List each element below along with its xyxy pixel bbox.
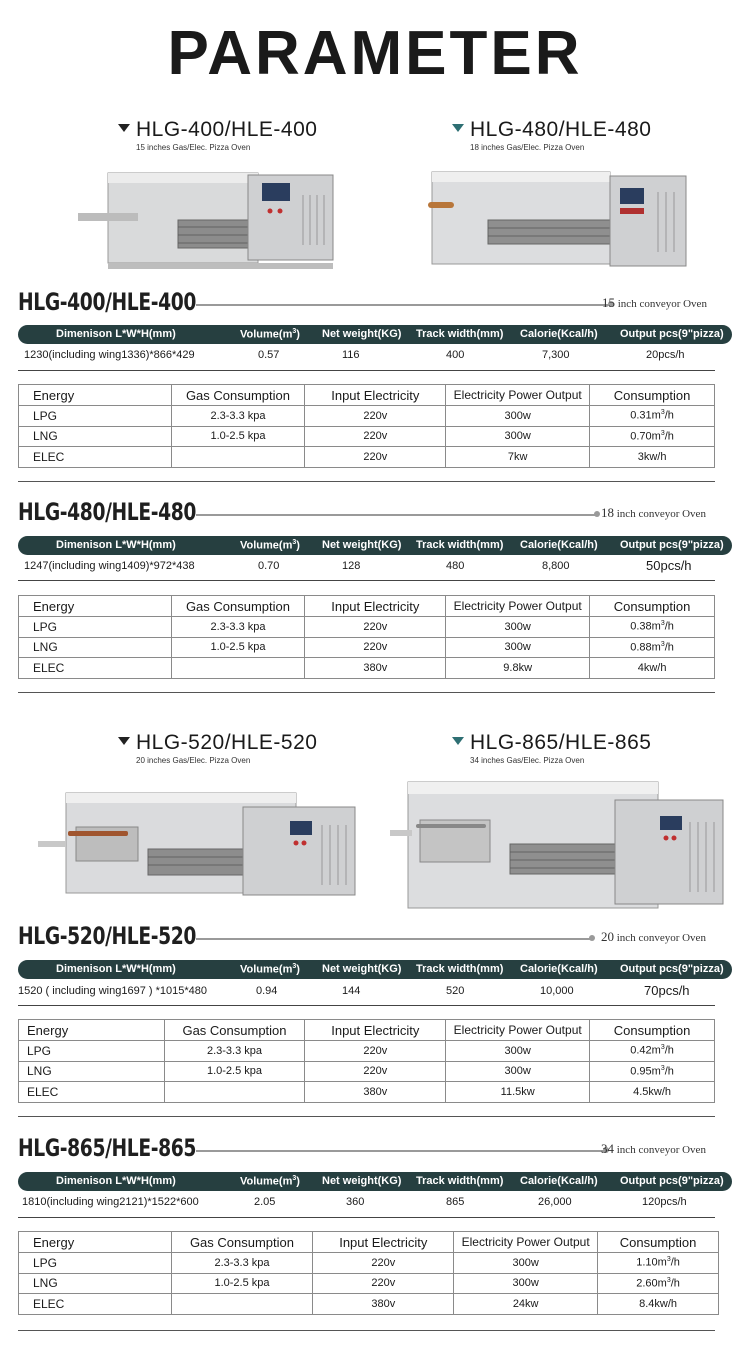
rule	[18, 692, 715, 693]
energy-header: Gas Consumption	[171, 596, 305, 617]
energy-header: Consumption	[598, 1232, 719, 1253]
divider-line	[196, 938, 593, 940]
energy-header: Energy	[19, 1020, 165, 1041]
spec-value: 480	[446, 560, 465, 572]
energy-header-row	[19, 596, 715, 617]
spec-header: Net weight(KG)	[322, 539, 402, 551]
spec-header: Dimenison L*W*H(mm)	[56, 963, 176, 975]
energy-row: ELEC 220v 7kw 3kw/h	[19, 447, 715, 468]
rule	[18, 1005, 715, 1006]
product-subcaption: 20 inches Gas/Elec. Pizza Oven	[136, 756, 251, 765]
conveyor-label: 15 inch conveyor Oven	[602, 295, 707, 310]
triangle-marker-icon	[452, 124, 464, 132]
spec-header: Net weight(KG)	[322, 963, 402, 975]
page-title: PARAMETER	[167, 19, 583, 88]
energy-row: LNG 1.0-2.5 kpa 220v 300w $0.95m^3/h$	[19, 1061, 715, 1082]
energy-table-520	[18, 1019, 715, 1103]
spec-header: Net weight(KG)	[322, 328, 402, 340]
spec-values-row	[18, 557, 732, 577]
spec-value: 520	[446, 985, 465, 997]
spec-header: $Volume(m^3)$	[240, 1175, 300, 1188]
spec-header: Output pcs(9"pizza)	[620, 328, 724, 340]
spec-header: Dimenison L*W*H(mm)	[56, 539, 176, 551]
energy-header: Input Electricity	[305, 596, 446, 617]
spec-header-bar	[18, 960, 732, 979]
product-name: HLG-480/HLE-480	[470, 118, 652, 141]
spec-value: 26,000	[538, 1196, 572, 1208]
product-subcaption: 18 inches Gas/Elec. Pizza Oven	[470, 143, 585, 152]
spec-header: Net weight(KG)	[322, 1175, 402, 1187]
spec-header: Calorie(Kcal/h)	[520, 328, 598, 340]
rule	[18, 1116, 715, 1117]
oven-image-480	[428, 162, 690, 274]
spec-value: 7,300	[542, 349, 570, 361]
oven-image-865	[390, 772, 728, 914]
rule	[18, 481, 715, 482]
conveyor-label: 34 inch conveyor Oven	[601, 1141, 706, 1156]
spec-value: 1230(including wing1336)*866*429	[24, 349, 195, 361]
spec-value: 1247(including wing1409)*972*438	[24, 560, 195, 572]
energy-header-row	[19, 1232, 719, 1253]
energy-header: Energy	[19, 385, 172, 406]
spec-header: Output pcs(9"pizza)	[620, 539, 724, 551]
rule	[18, 1330, 715, 1331]
energy-header: Gas Consumption	[164, 1020, 305, 1041]
triangle-marker-icon	[118, 124, 130, 132]
spec-values-row	[18, 346, 732, 366]
spec-value: 0.57	[258, 349, 280, 361]
spec-value: 120pcs/h	[642, 1196, 687, 1208]
divider-line	[196, 304, 611, 306]
energy-header-row	[19, 385, 715, 406]
energy-header: Electricity Power Output	[446, 596, 590, 617]
section-title: HLG-865/HLE-865	[18, 1134, 197, 1162]
product-caption-520	[118, 731, 317, 765]
energy-table-480	[18, 595, 715, 679]
rule	[18, 370, 715, 371]
spec-header: Calorie(Kcal/h)	[520, 539, 598, 551]
spec-value: 0.94	[256, 985, 278, 997]
energy-header: Electricity Power Output	[454, 1232, 598, 1253]
energy-row: ELEC 380v 11.5kw 4.5kw/h	[19, 1082, 715, 1103]
spec-value: 360	[346, 1196, 365, 1208]
product-subcaption: 34 inches Gas/Elec. Pizza Oven	[470, 756, 585, 765]
spec-value: 0.70	[258, 560, 280, 572]
product-name: HLG-400/HLE-400	[136, 118, 318, 141]
energy-row: LPG 2.3-3.3 kpa 220v 300w $0.42m^3/h$	[19, 1041, 715, 1062]
divider-dot	[589, 935, 595, 941]
spec-value: 70pcs/h	[644, 983, 690, 998]
energy-row: ELEC 380v 9.8kw 4kw/h	[19, 658, 715, 679]
spec-header: Track width(mm)	[416, 328, 504, 340]
spec-header: $Volume(m^3)$	[240, 963, 300, 976]
spec-value: 865	[446, 1196, 465, 1208]
spec-header: Track width(mm)	[416, 963, 504, 975]
product-caption-480	[452, 118, 651, 152]
energy-row: LNG 1.0-2.5 kpa 220v 300w $2.60m^3/h$	[19, 1273, 719, 1294]
rule	[18, 1217, 715, 1218]
spec-header: Output pcs(9"pizza)	[620, 1175, 724, 1187]
energy-table-400	[18, 384, 715, 468]
energy-header: Consumption	[590, 385, 715, 406]
spec-header: Dimenison L*W*H(mm)	[56, 1175, 176, 1187]
energy-header-row	[19, 1020, 715, 1041]
energy-header: Electricity Power Output	[446, 385, 590, 406]
oven-image-400	[78, 165, 336, 273]
spec-value: 1520 ( including wing1697 ) *1015*480	[18, 985, 207, 997]
section-title: HLG-520/HLE-520	[18, 922, 197, 950]
spec-header-bar	[18, 325, 732, 344]
energy-row: LPG 2.3-3.3 kpa 220v 300w $0.31m^3/h$	[19, 406, 715, 427]
spec-value: 1810(including wing2121)*1522*600	[22, 1196, 199, 1208]
energy-row: LNG 1.0-2.5 kpa 220v 300w $0.88m^3/h$	[19, 637, 715, 658]
product-subcaption: 15 inches Gas/Elec. Pizza Oven	[136, 143, 251, 152]
spec-header: Dimenison L*W*H(mm)	[56, 328, 176, 340]
spec-value: 128	[342, 560, 361, 572]
spec-header: $Volume(m^3)$	[240, 328, 300, 341]
energy-header: Consumption	[590, 1020, 715, 1041]
spec-value: 400	[446, 349, 465, 361]
energy-header: Input Electricity	[305, 1020, 446, 1041]
spec-value: 50pcs/h	[646, 558, 692, 573]
energy-row: ELEC 380v 24kw 8.4kw/h	[19, 1294, 719, 1315]
spec-values-row	[18, 1193, 732, 1213]
spec-value: 10,000	[540, 985, 574, 997]
spec-header: Track width(mm)	[416, 1175, 504, 1187]
spec-header: Track width(mm)	[416, 539, 504, 551]
energy-header: Gas Consumption	[171, 1232, 313, 1253]
energy-row: LNG 1.0-2.5 kpa 220v 300w $0.70m^3/h$	[19, 426, 715, 447]
energy-header: Input Electricity	[313, 1232, 454, 1253]
spec-value: 20pcs/h	[646, 349, 685, 361]
spec-header-bar	[18, 1172, 732, 1191]
conveyor-label: 18 inch conveyor Oven	[601, 505, 706, 520]
energy-header: Energy	[19, 596, 172, 617]
energy-header: Input Electricity	[305, 385, 446, 406]
energy-header: Electricity Power Output	[446, 1020, 590, 1041]
triangle-marker-icon	[118, 737, 130, 745]
divider-line	[196, 514, 598, 516]
spec-values-row	[18, 982, 732, 1002]
energy-header: Gas Consumption	[171, 385, 305, 406]
oven-image-520	[38, 785, 360, 900]
conveyor-label: 20 inch conveyor Oven	[601, 929, 706, 944]
energy-header: Consumption	[590, 596, 715, 617]
spec-header: Output pcs(9"pizza)	[620, 963, 724, 975]
rule	[18, 580, 715, 581]
energy-header: Energy	[19, 1232, 172, 1253]
product-name: HLG-520/HLE-520	[136, 731, 318, 754]
spec-header: Calorie(Kcal/h)	[520, 963, 598, 975]
section-title: HLG-480/HLE-480	[18, 498, 197, 526]
divider-line	[196, 1150, 606, 1152]
spec-value: 116	[342, 349, 360, 361]
spec-value: 144	[342, 985, 361, 997]
spec-header: $Volume(m^3)$	[240, 539, 300, 552]
spec-value: 2.05	[254, 1196, 276, 1208]
divider-dot	[594, 511, 600, 517]
spec-value: 8,800	[542, 560, 570, 572]
product-name: HLG-865/HLE-865	[470, 731, 652, 754]
energy-row: LPG 2.3-3.3 kpa 220v 300w $0.38m^3/h$	[19, 617, 715, 638]
energy-row: LPG 2.3-3.3 kpa 220v 300w $1.10m^3/h$	[19, 1253, 719, 1274]
product-caption-865	[452, 731, 651, 765]
product-caption-400	[118, 118, 317, 152]
spec-header-bar	[18, 536, 732, 555]
spec-header: Calorie(Kcal/h)	[520, 1175, 598, 1187]
energy-table-865	[18, 1231, 719, 1315]
triangle-marker-icon	[452, 737, 464, 745]
section-title: HLG-400/HLE-400	[18, 288, 197, 316]
